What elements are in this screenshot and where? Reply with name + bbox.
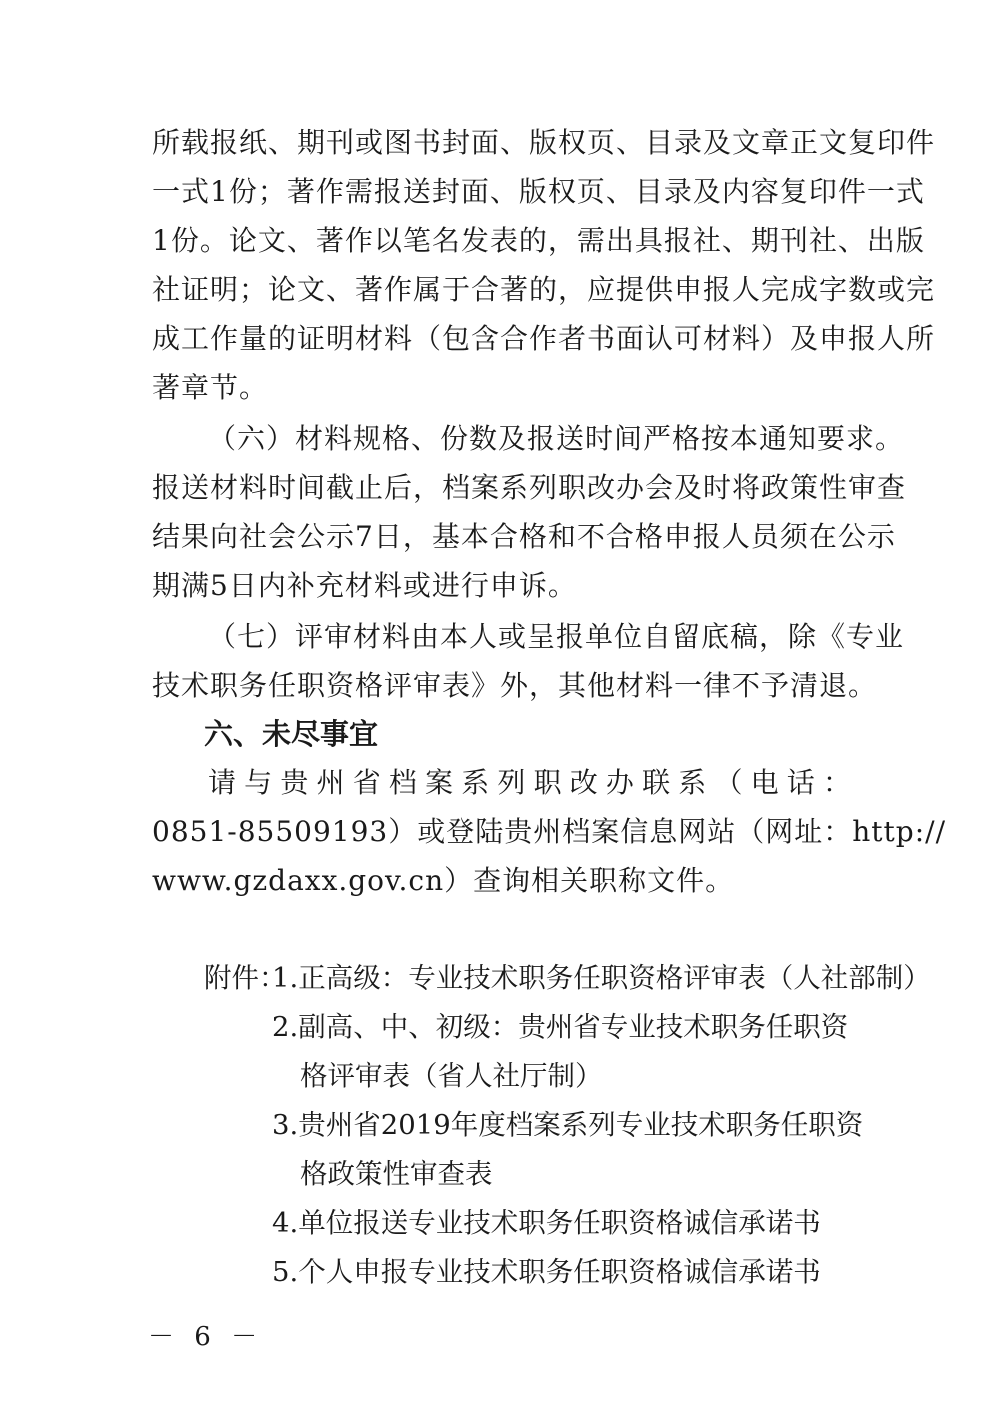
contact-paragraph bbox=[152, 758, 946, 905]
attachment-item-continued: 格评审表（省人社厅制） bbox=[300, 1060, 603, 1092]
attachment-item-continued: 格政策性审查表 bbox=[300, 1158, 493, 1190]
paragraph-line: （六）材料规格、份数及报送时间严格按本通知要求。 bbox=[208, 422, 905, 455]
attachment-item: 4.单位报送专业技术职务任职资格诚信承诺书 bbox=[272, 1207, 821, 1239]
paragraph-line: 社证明；论文、著作属于合著的，应提供申报人完成字数或完 bbox=[152, 273, 936, 306]
item-six-paragraph bbox=[152, 414, 907, 610]
paragraph-line: （七）评审材料由本人或呈报单位自留底稿，除《专业 bbox=[208, 620, 905, 653]
paragraph-line: 成工作量的证明材料（包含合作者书面认可材料）及申报人所 bbox=[152, 322, 936, 355]
attachment-item: 1.正高级：专业技术职务任职资格评审表（人社部制） bbox=[272, 962, 931, 994]
paragraph-line: 技术职务任职资格评审表》外，其他材料一律不予清退。 bbox=[152, 669, 878, 702]
section-six-heading: 六、未尽事宜 bbox=[204, 717, 379, 751]
paragraph-line: 期满5日内补充材料或进行申诉。 bbox=[152, 569, 577, 602]
paragraph-line: 报送材料时间截止后，档案系列职改办会及时将政策性审查 bbox=[152, 471, 907, 504]
attachment-item: 3.贵州省2019年度档案系列专业技术职务任职资 bbox=[272, 1109, 864, 1141]
paragraph-line: 所载报纸、期刊或图书封面、版权页、目录及文章正文复印件 bbox=[152, 126, 936, 159]
paragraph-line: 著章节。 bbox=[152, 371, 269, 404]
materials-paragraph bbox=[152, 118, 936, 412]
paragraph-line: 1份。论文、著作以笔名发表的，需出具报社、期刊社、出版 bbox=[152, 224, 925, 257]
paragraph-line: www.gzdaxx.gov.cn）查询相关职称文件。 bbox=[152, 864, 735, 897]
attachment-item: 2.副高、中、初级：贵州省专业技术职务任职资 bbox=[272, 1011, 849, 1043]
paragraph-line: 0851-85509193）或登陆贵州档案信息网站（网址：http:// bbox=[152, 815, 946, 848]
paragraph-line: 请与贵州省档案系列职改办联系（电话： bbox=[208, 766, 852, 799]
paragraph-line: 结果向社会公示7日，基本合格和不合格申报人员须在公示 bbox=[152, 520, 896, 553]
page-number: － 6 － bbox=[148, 1322, 264, 1352]
item-seven-paragraph bbox=[152, 612, 905, 710]
attachments-label: 附件： bbox=[204, 962, 287, 994]
attachment-item: 5.个人申报专业技术职务任职资格诚信承诺书 bbox=[272, 1256, 821, 1288]
paragraph-line: 一式1份；著作需报送封面、版权页、目录及内容复印件一式 bbox=[152, 175, 925, 208]
